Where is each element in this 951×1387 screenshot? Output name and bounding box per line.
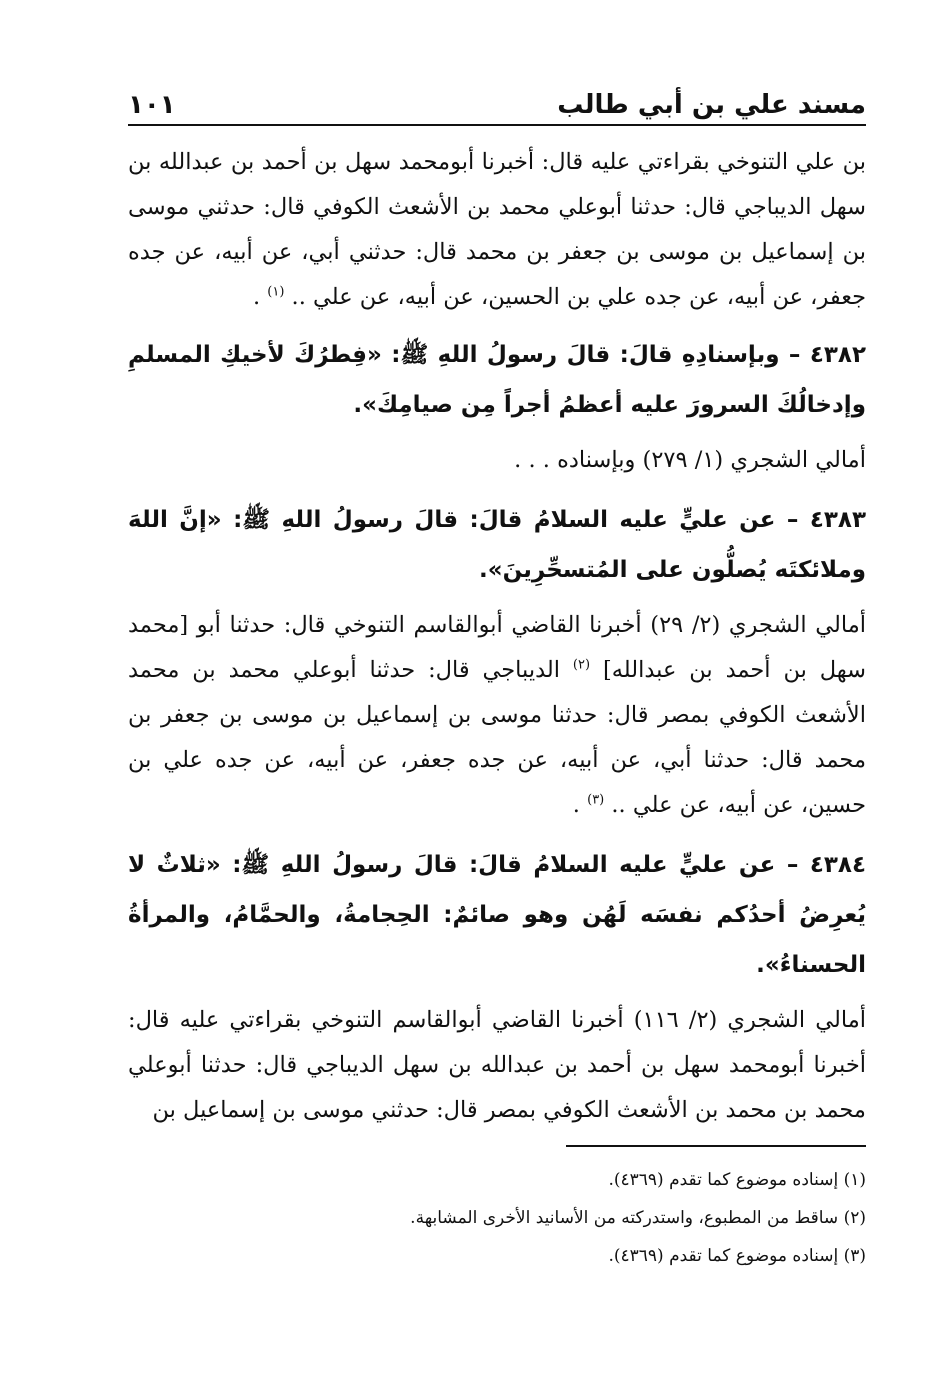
hadith-4383: ٤٣٨٣ – عن عليٍّ عليه السلامُ قالَ: قالَ رسولُ اللهِ ﷺ: «إنَّ اللهَ وملائكتَه يُصلُّون على المُتسحِّرِينَ». [128,507,866,583]
footnote-divider [566,1145,866,1147]
main-text [128,140,866,1133]
running-header [128,78,866,126]
footnote-2: (٢) ساقط من المطبوع، واستدركته من الأسانيد الأخرى المشابهة. [410,1208,866,1228]
source-4383-end: . [572,792,580,818]
footnote-marker-3: (٣) [587,792,605,808]
continuation-text: بن علي التنوخي بقراءتي عليه قال: أخبرنا أبومحمد سهل بن أحمد بن عبدالله بن سهل الديباجي قال: حدثنا أبوعلي محمد بن الأشعث الكوفي قال: حدثني موسى بن إسماعيل بن موسى بن جعفر بن محمد قال: حدثني أبي، عن أبيه، عن جده جعفر، عن أبيه، عن جده علي بن الحسين، عن أبيه، عن علي .. [128,149,866,310]
footnote-marker-1: (١) [267,284,285,300]
source-4383-part-a: أمالي الشجري (٢/ ٢٩) أخبرنا القاضي أبوالقاسم التنوخي قال: حدثنا أبو [محمد سهل بن أحمد بن عبدالله] [128,612,866,683]
source-4382: أمالي الشجري (١/ ٢٧٩) وبإسناده . . . [514,447,866,473]
page-number: ١٠١ [128,90,176,120]
continuation-end: . [252,284,261,310]
running-title: مسند علي بن أبي طالب [557,90,866,120]
footnote-marker-2: (٢) [572,657,591,673]
continuation-paragraph [128,140,866,320]
hadith-4382: ٤٣٨٢ – وبإسنادِهِ قالَ: قالَ رسولُ اللهِ ﷺ: «فِطرُكَ لأخيكِ المسلمِ وإدخالُكَ السرورَ عليه أعظمُ أجراً مِن صيامِكَ». [128,342,866,418]
source-4383-part-b: الديباجي قال: حدثنا أبوعلي محمد بن محمد الأشعث الكوفي بمصر قال: حدثنا موسى بن إسماعيل بن موسى بن جعفر بن محمد قال: حدثنا أبي، عن أبيه، عن جده جعفر، عن أبيه، عن جده علي بن حسين، عن أبيه، عن علي .. [128,657,866,818]
book-page [128,78,866,1275]
source-4384: أمالي الشجري (٢/ ١١٦) أخبرنا القاضي أبوالقاسم التنوخي بقراءتي عليه قال: أخبرنا أبومحمد سهل بن أحمد بن عبدالله بن سهل الديباجي قال: حدثنا أبوعلي محمد بن محمد بن الأشعث الكوفي بمصر قال: حدثني موسى بن إسماعيل بن [128,1007,866,1123]
footnote-1: (١) إسناده موضوع كما تقدم (٤٣٦٩). [608,1170,866,1190]
footnotes [128,1161,866,1275]
footnote-3: (٣) إسناده موضوع كما تقدم (٤٣٦٩). [608,1246,866,1266]
hadith-4384: ٤٣٨٤ – عن عليٍّ عليه السلامُ قالَ: قالَ رسولُ اللهِ ﷺ: «ثلاثٌ لا يُعرِضُ أحدُكم نفسَه لَهُن وهو صائمٌ: الحِجامةُ، والحمَّامُ، والمرأةُ الحسناءُ». [128,852,866,978]
source-4383 [128,603,866,828]
